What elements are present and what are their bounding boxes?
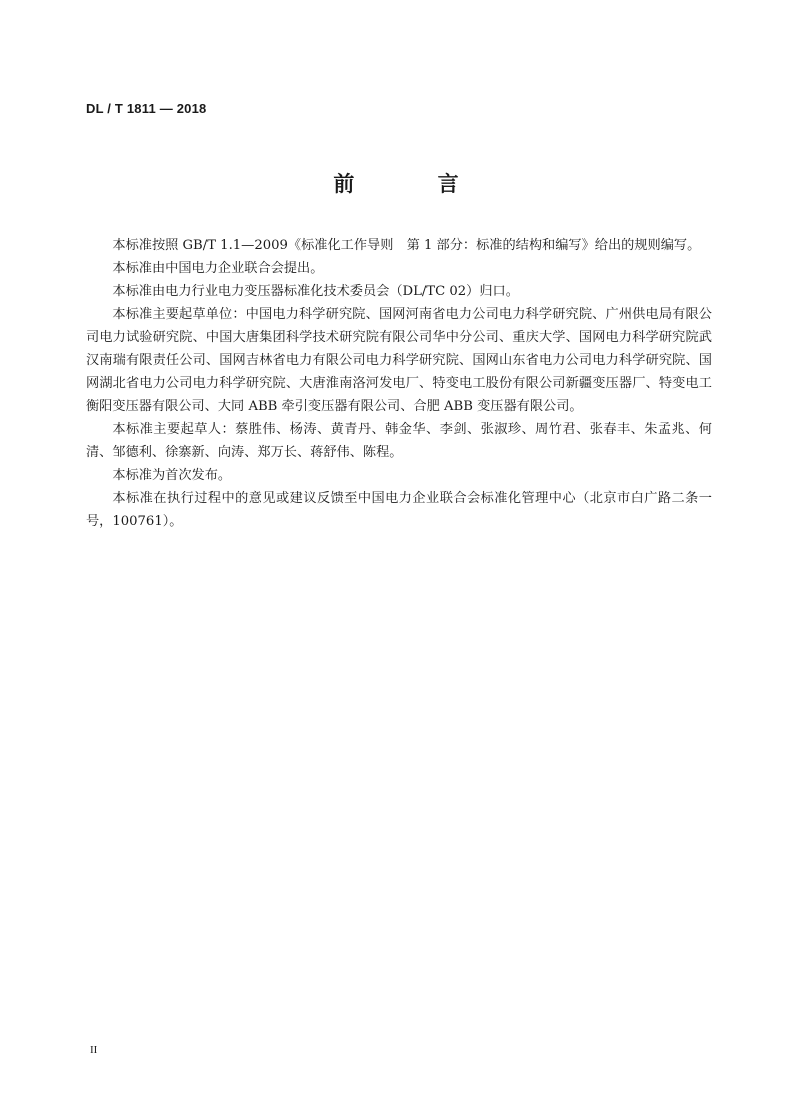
paragraph-drafting-units: 本标准主要起草单位：中国电力科学研究院、国网河南省电力公司电力科学研究院、广州供电局有限公司电力试验研究院、中国大唐集团科学技术研究院有限公司华中分公司、重庆大学、国网电力科学研究院武汉南瑞有限责任公司、国网吉林省电力有限公司电力科学研究院、国网山东省电力公司电力科学研究院、国网湖北省电力公司电力科学研究院、大唐淮南洛河发电厂、特变电工股份有限公司新疆变压器厂、特变电工衡阳变压器有限公司、大同 ABB 牵引变压器有限公司、合肥 ABB 变压器有限公司。 <box>86 307 712 414</box>
foreword-body <box>86 234 712 533</box>
page-title: 前 言 <box>333 172 497 196</box>
paragraph-drafting-rules: 本标准按照 GB/T 1.1—2009《标准化工作导则 第 1 部分：标准的结构和编写》给出的规则编写。 <box>112 238 701 253</box>
standard-code: DL / T 1811 — 2018 <box>86 101 207 116</box>
paragraph-proposer: 本标准由中国电力企业联合会提出。 <box>112 261 324 276</box>
paragraph-first-release: 本标准为首次发布。 <box>112 468 232 483</box>
page-number: II <box>90 1044 98 1056</box>
paragraph-drafters: 本标准主要起草人：蔡胜伟、杨涛、黄青丹、韩金华、李剑、张淑珍、周竹君、张春丰、朱孟兆、何清、邹德利、徐寨新、向涛、郑万长、蒋舒伟、陈程。 <box>86 422 712 460</box>
paragraph-technical-committee: 本标准由电力行业电力变压器标准化技术委员会（DL/TC 02）归口。 <box>112 284 519 299</box>
paragraph-feedback: 本标准在执行过程中的意见或建议反馈至中国电力企业联合会标准化管理中心（北京市白广路二条一号，100761）。 <box>86 491 712 529</box>
